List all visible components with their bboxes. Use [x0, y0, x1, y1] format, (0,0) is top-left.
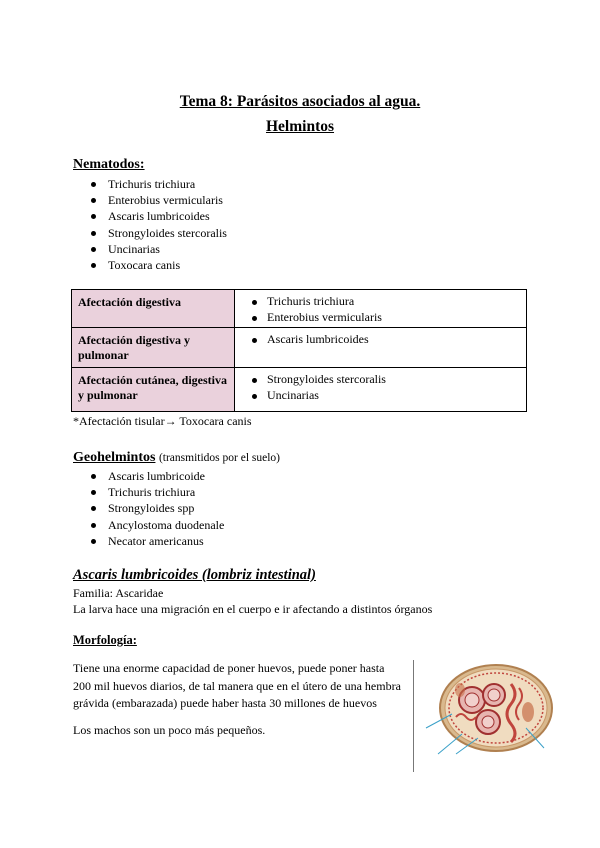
morfologia-note: Los machos son un poco más pequeños. [73, 723, 266, 737]
affectation-table [71, 289, 527, 412]
ascaris-cross-section-figure [416, 662, 566, 774]
table-row-label: Afectación cutánea, digestiva y pulmonar [72, 368, 235, 412]
list-item: Trichuris trichiura [88, 484, 224, 500]
morfologia-paragraph [73, 660, 401, 713]
list-item: Uncinarias [249, 388, 520, 404]
page-title: Tema 8: Parásitos asociados al agua. [179, 93, 421, 110]
table-row [72, 328, 527, 368]
table-row [72, 368, 527, 412]
geohelmintos-header [73, 450, 280, 466]
table-row-label: Afectación digestiva y pulmonar [72, 328, 235, 368]
list-item: Toxocara canis [88, 257, 227, 273]
paragraph-line: grávida (embarazada) puede haber hasta 30 millones de huevos [73, 696, 377, 710]
geohelmintos-subtitle: (transmitidos por el suelo) [158, 452, 281, 464]
list-item: Strongyloides stercoralis [249, 372, 520, 388]
nematodos-list [88, 176, 227, 273]
table-row-label: Afectación digestiva [72, 290, 235, 328]
nematodos-heading: Nematodos: [73, 157, 145, 172]
paragraph-line: 200 mil huevos diarios, de tal manera que en el útero de una hembra [73, 678, 401, 693]
table-row-values [235, 328, 527, 368]
ascaris-family: Familia: Ascaridae [73, 586, 164, 600]
list-item: Enterobius vermicularis [88, 192, 227, 208]
morfologia-heading: Morfología: [73, 633, 137, 647]
table-note: *Afectación tisular→ Toxocara canis [73, 414, 252, 428]
list-item: Uncinarias [88, 241, 227, 257]
table-row [72, 290, 527, 328]
ascaris-heading: Ascaris lumbricoides (lombriz intestinal) [73, 567, 316, 583]
list-item: Ancylostoma duodenale [88, 517, 224, 533]
table-row-values [235, 368, 527, 412]
list-item: Necator americanus [88, 533, 224, 549]
column-divider [413, 660, 414, 772]
paragraph-line: Tiene una enorme capacidad de poner huevos, puede poner hasta [73, 661, 385, 675]
list-item: Trichuris trichiura [249, 294, 520, 310]
list-item: Ascaris lumbricoide [88, 468, 224, 484]
list-item: Ascaris lumbricoides [249, 332, 520, 348]
page-subtitle: Helmintos [265, 118, 335, 135]
list-item: Strongyloides stercoralis [88, 225, 227, 241]
list-item: Ascaris lumbricoides [88, 208, 227, 224]
list-item: Strongyloides spp [88, 500, 224, 516]
geohelmintos-heading: Geohelmintos [73, 450, 156, 465]
geohelmintos-list [88, 468, 224, 549]
list-item: Trichuris trichiura [88, 176, 227, 192]
table-row-values [235, 290, 527, 328]
list-item: Enterobius vermicularis [249, 310, 520, 326]
ascaris-description: La larva hace una migración en el cuerpo e ir afectando a distintos órganos [73, 602, 433, 616]
